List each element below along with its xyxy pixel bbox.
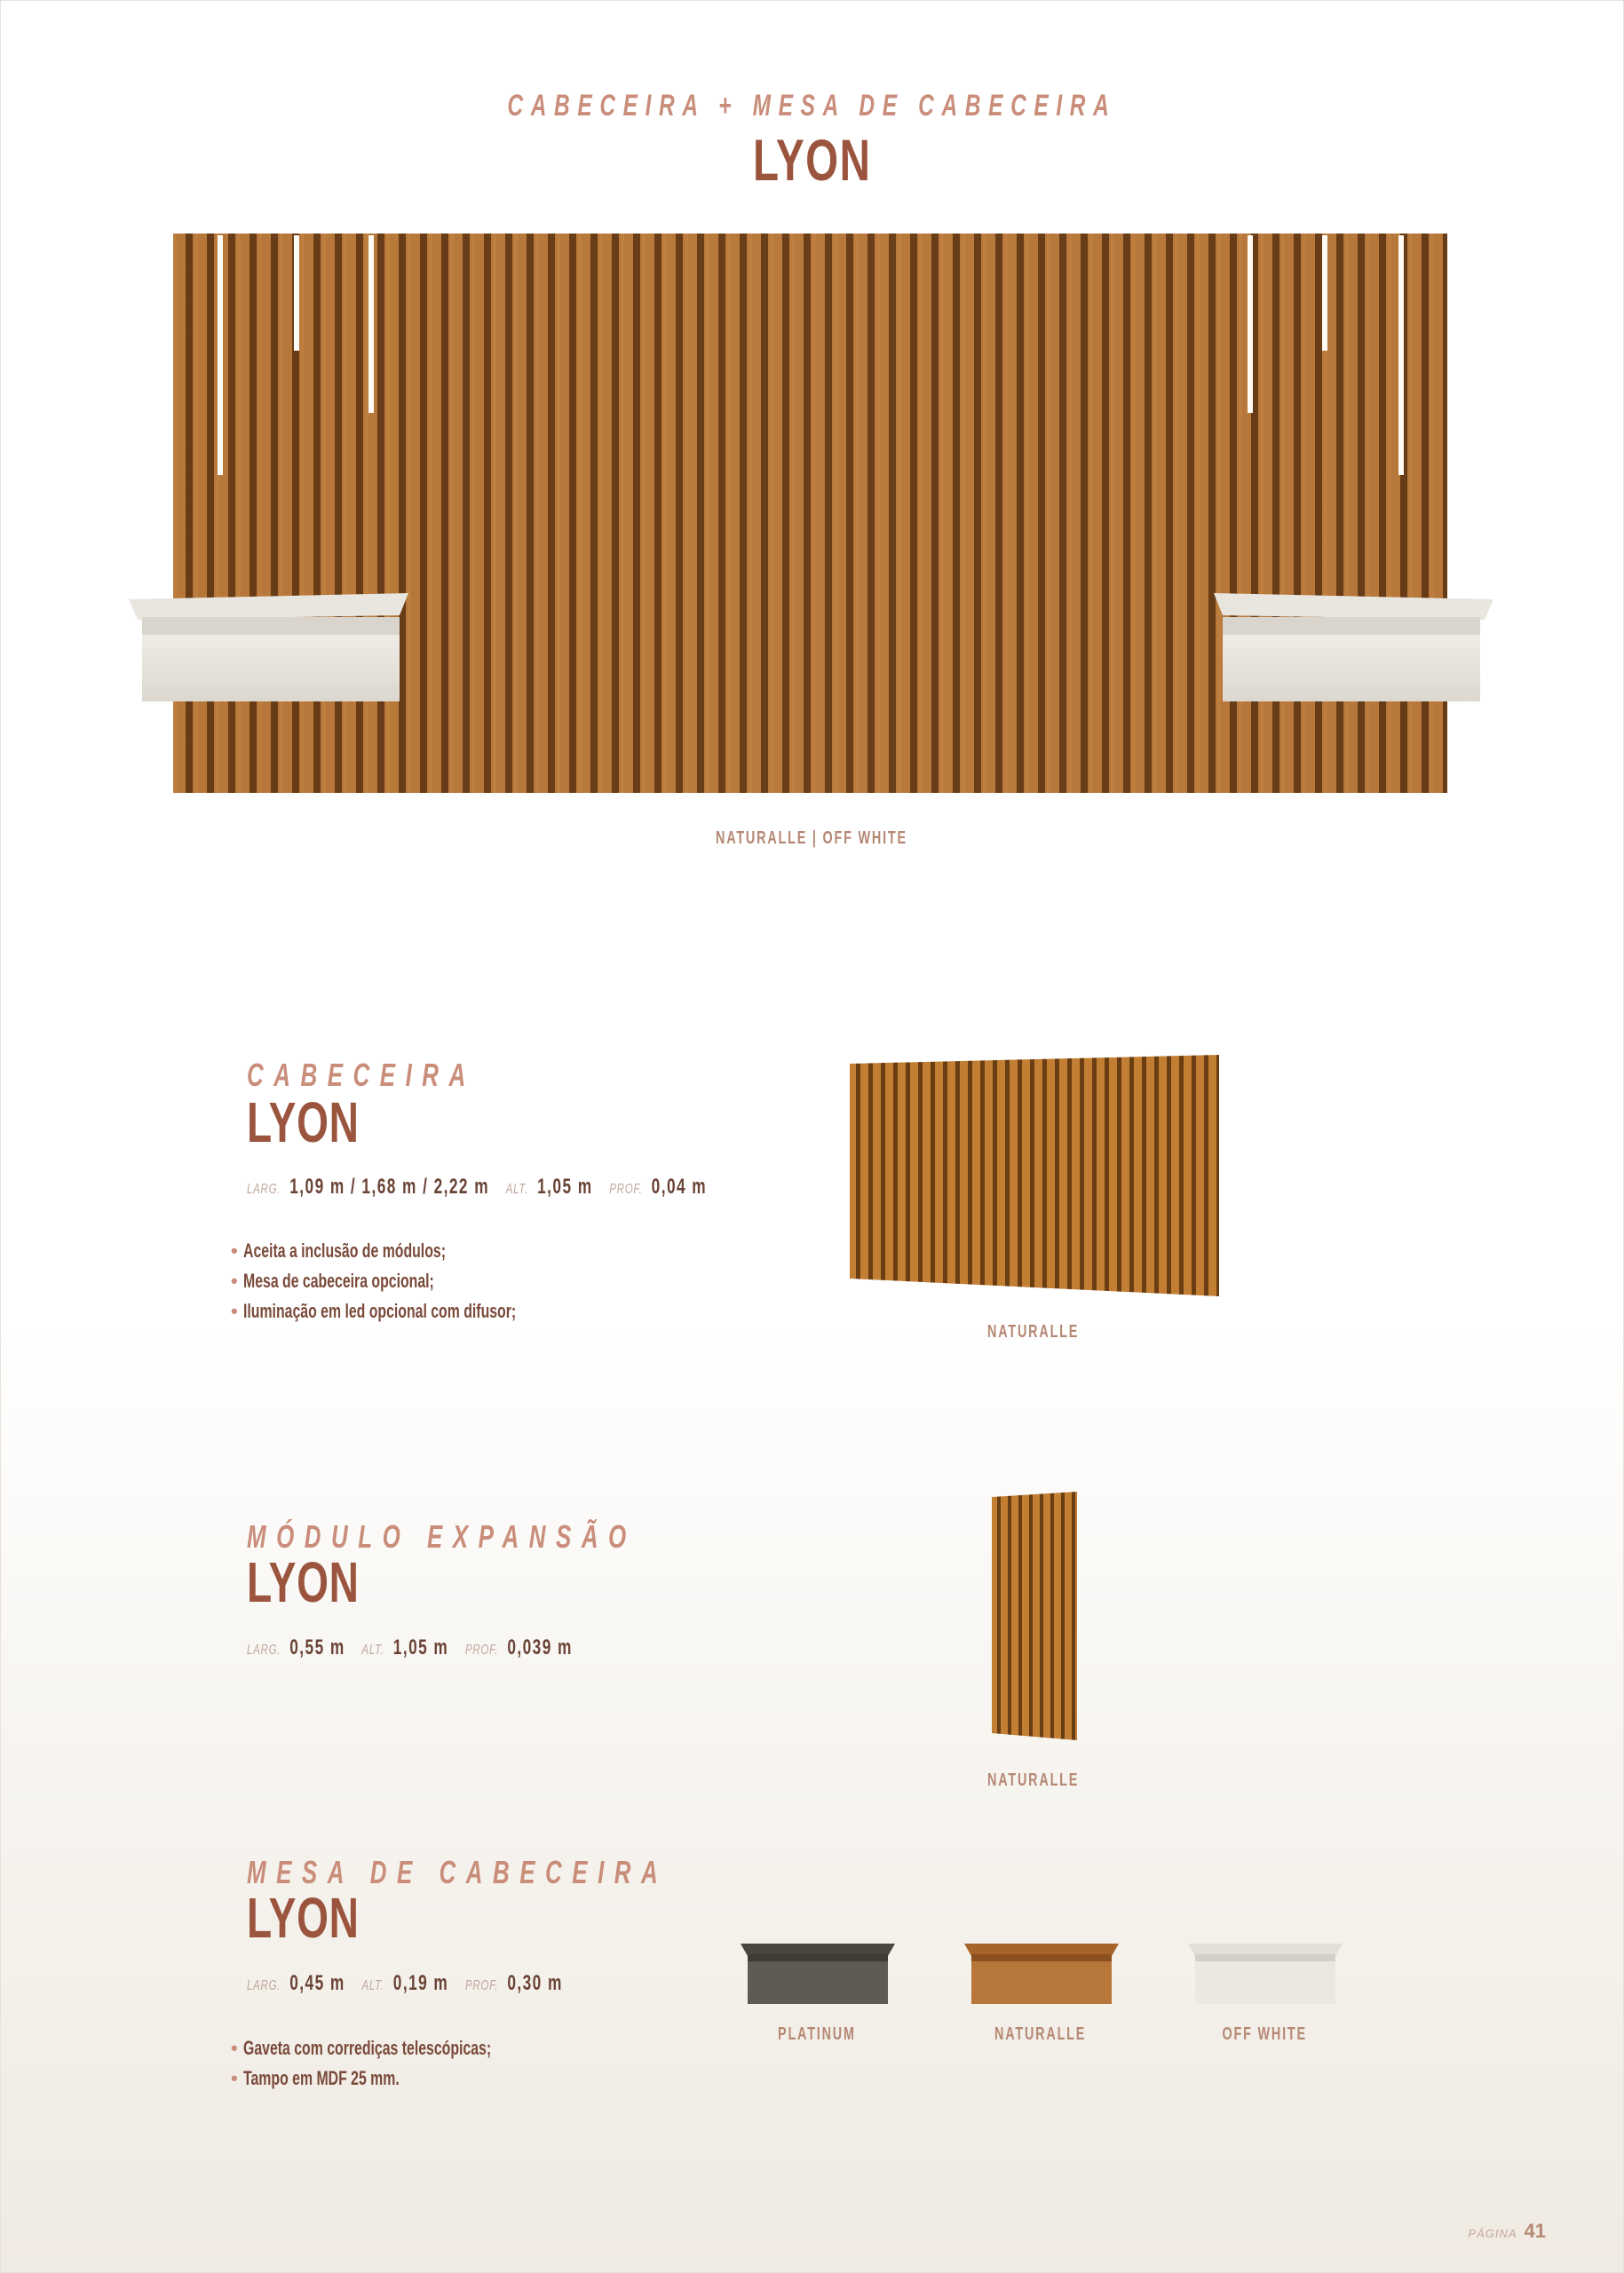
page-eyebrow: CABECEIRA + MESA DE CABECEIRA <box>507 89 1117 123</box>
cabeceira-features <box>231 1236 622 1327</box>
page-title: LYON <box>752 127 872 193</box>
cabeceira-eyebrow: CABECEIRA <box>247 1057 476 1093</box>
prof-label: PROF. <box>609 1182 643 1197</box>
led-strip <box>368 235 374 413</box>
alt-label: ALT. <box>361 1643 384 1658</box>
page-number <box>1468 2220 1546 2243</box>
finish-label-offwhite: OFF WHITE <box>1222 2024 1307 2044</box>
led-strip <box>1248 235 1253 413</box>
larg-label: LARG. <box>247 1182 281 1197</box>
nightstand-platinum-image <box>737 1940 897 2011</box>
modulo-dimensions <box>247 1635 723 1660</box>
cabeceira-caption: NATURALLE <box>987 1322 1080 1342</box>
prof-value: 0,30 m <box>507 1971 563 1995</box>
alt-value: 1,05 m <box>392 1635 449 1659</box>
cabeceira-dimensions <box>247 1175 909 1200</box>
modulo-title: LYON <box>247 1550 360 1614</box>
larg-value: 0,45 m <box>289 1971 345 1995</box>
modulo-product-image <box>990 1492 1079 1742</box>
feature-item: • Iluminação em led opcional com difusor; <box>231 1296 622 1327</box>
mesa-dimensions <box>247 1971 709 1996</box>
led-strip <box>294 235 299 351</box>
larg-label: LARG. <box>247 1643 281 1658</box>
larg-label: LARG. <box>247 1978 281 1993</box>
modulo-caption: NATURALLE <box>987 1770 1080 1790</box>
page-number-value: 41 <box>1524 2220 1546 2242</box>
larg-value: 0,55 m <box>289 1635 345 1659</box>
finish-label-naturalle: NATURALLE <box>994 2024 1087 2044</box>
feature-item: • Aceita a inclusão de módulos; <box>231 1236 622 1266</box>
page-header <box>0 89 1624 193</box>
feature-item: • Gaveta com corrediças telescópicas; <box>231 2033 587 2063</box>
led-strip <box>1322 235 1327 351</box>
cabeceira-product-image <box>848 1055 1221 1299</box>
alt-label: ALT. <box>505 1182 529 1197</box>
hero-caption: NATURALLE | OFF WHITE <box>716 828 907 848</box>
nightstand-offwhite-image <box>1184 1940 1344 2011</box>
alt-label: ALT. <box>361 1978 384 1993</box>
led-strip <box>218 235 223 475</box>
prof-value: 0,04 m <box>651 1175 708 1199</box>
nightstand-naturalle-image <box>961 1940 1121 2011</box>
alt-value: 1,05 m <box>537 1175 593 1199</box>
mesa-title: LYON <box>247 1886 360 1950</box>
finish-label-platinum: PLATINUM <box>778 2024 856 2044</box>
headboard-with-nightstands-illustration <box>129 226 1496 812</box>
modulo-eyebrow: MÓDULO EXPANSÃO <box>247 1518 637 1555</box>
mesa-features <box>231 2033 587 2094</box>
nightstand-left <box>129 593 408 701</box>
prof-label: PROF. <box>464 1978 499 1993</box>
prof-label: PROF. <box>464 1643 499 1658</box>
prof-value: 0,039 m <box>507 1635 573 1659</box>
led-strip <box>1398 235 1404 475</box>
page-label: PÁGINA <box>1468 2227 1517 2240</box>
feature-item: • Mesa de cabeceira opcional; <box>231 1266 622 1296</box>
feature-item: • Tampo em MDF 25 mm. <box>231 2063 587 2094</box>
hero-product-image <box>129 226 1496 812</box>
cabeceira-title: LYON <box>247 1090 360 1154</box>
nightstand-right <box>1214 593 1493 701</box>
alt-value: 0,19 m <box>392 1971 449 1995</box>
mesa-eyebrow: MESA DE CABECEIRA <box>247 1854 669 1890</box>
larg-value: 1,09 m / 1,68 m / 2,22 m <box>289 1175 490 1199</box>
